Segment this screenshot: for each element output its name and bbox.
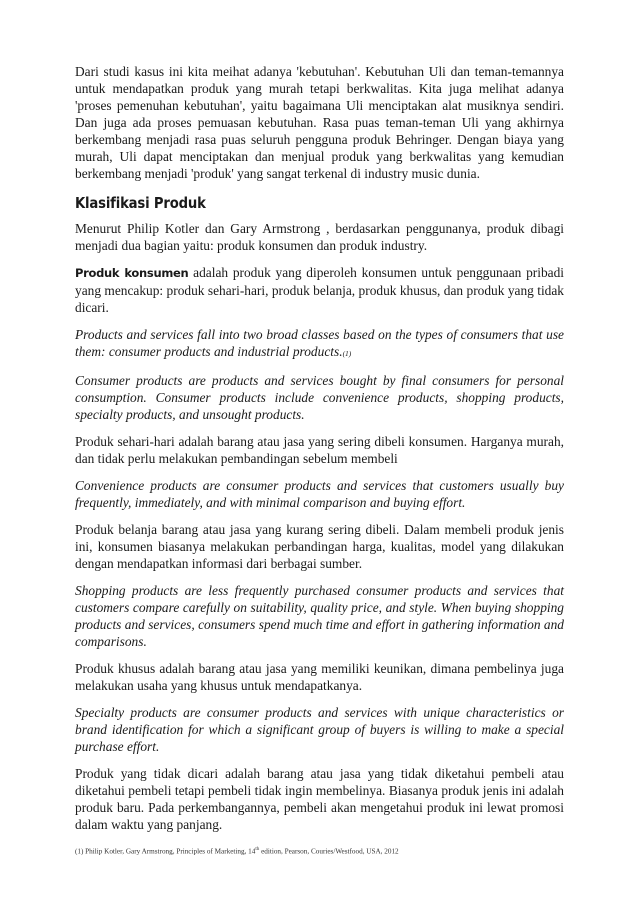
footnote-text-start: (1) Philip Kotler, Gary Armstrong, Principles of Marketing, 14 (75, 847, 256, 856)
footnote (75, 845, 564, 856)
produk-konsumen-paragraph (75, 264, 564, 316)
footnote-superscript: th (255, 847, 260, 852)
consumer-products-quote: Consumer products are products and services bought by final consumers for personal consumption. Consumer products include convenience products, shopping products, specialty products, and unsought products. (75, 373, 564, 422)
produk-konsumen-definition: adalah produk yang diperoleh konsumen untuk penggunaan pribadi yang mencakup: produk sehari-hari, produk belanja, produk khusus, dan produk yang tidak dicari. (75, 265, 565, 315)
tidak-dicari-paragraph: Produk yang tidak dicari adalah barang atau jasa yang tidak diketahui pembeli atau diketahui pembeli tetapi pembeli tidak ingin membelinya. Biasanya produk jenis ini adalah produk baru. Pada perkembangannya, pembeli akan mengetahui produk ini lewat promosi dalam waktu yang panjang. (75, 766, 564, 832)
shopping-quote: Shopping products are less frequently purchased consumer products and services that customers compare carefully on suitability, quality price, and style. When buying shopping products and services, consumers spend much time and effort in gathering information and comparisons. (75, 583, 564, 649)
section-heading: Klasifikasi Produk (75, 194, 206, 212)
footnote-text-end: edition, Pearson, Couries/Westfood, USA, 2012 (259, 847, 399, 856)
kotler-paragraph: Menurut Philip Kotler dan Gary Armstrong , berdasarkan penggunanya, produk dibagi menjadi dua bagian yaitu: produk konsumen dan produk industry. (75, 221, 564, 253)
khusus-paragraph: Produk khusus adalah barang atau jasa yang memiliki keunikan, dimana pembelinya juga melakukan usaha yang khusus untuk mendapatkanya. (75, 661, 564, 693)
sehari-hari-paragraph: Produk sehari-hari adalah barang atau jasa yang sering dibeli konsumen. Harganya murah, dan tidak perlu melakukan pembandingan sebelum membeli (75, 434, 564, 466)
broad-classes-quote (75, 326, 564, 362)
specialty-quote: Specialty products are consumer products and services with unique characteristics or brand identification for which a significant group of buyers is willing to make a special purchase effort. (75, 705, 564, 754)
footnote-reference: (1) (342, 349, 352, 358)
intro-paragraph: Dari studi kasus ini kita meihat adanya 'kebutuhan'. Kebutuhan Uli dan teman-temannya untuk mendapatkan produk yang murah tetapi berkwalitas. Kita juga melihat adanya 'proses pemenuhan kebutuhan', yaitu bagaimana Uli menciptakan alat musiknya sendiri. Dan juga ada proses pemuasan kebutuhan. Rasa puas teman-teman Uli yang akhirnya berkembang menjadi rasa puas seluruh pengguna produk Behringer. Dengan biaya yang murah, Uli dapat menciptakan dan menjual produk yang berkwalitas yang kemudian berkembang menjadi 'produk' yang sangat terkenal di industry music dunia. (75, 64, 564, 181)
broad-classes-text: Products and services fall into two broad classes based on the types of consumers that use them: consumer products and industrial products. (75, 327, 564, 359)
belanja-paragraph: Produk belanja barang atau jasa yang kurang sering dibeli. Dalam membeli produk jenis ini, konsumen biasanya melakukan perbandingan harga, kualitas, model yang dilakukan dengan mendapatkan informasi dari berbagai sumber. (75, 522, 564, 571)
convenience-quote: Convenience products are consumer products and services that customers usually buy frequently, immediately, and with minimal comparison and buying effort. (75, 478, 564, 510)
produk-konsumen-term: Produk konsumen (75, 266, 189, 280)
